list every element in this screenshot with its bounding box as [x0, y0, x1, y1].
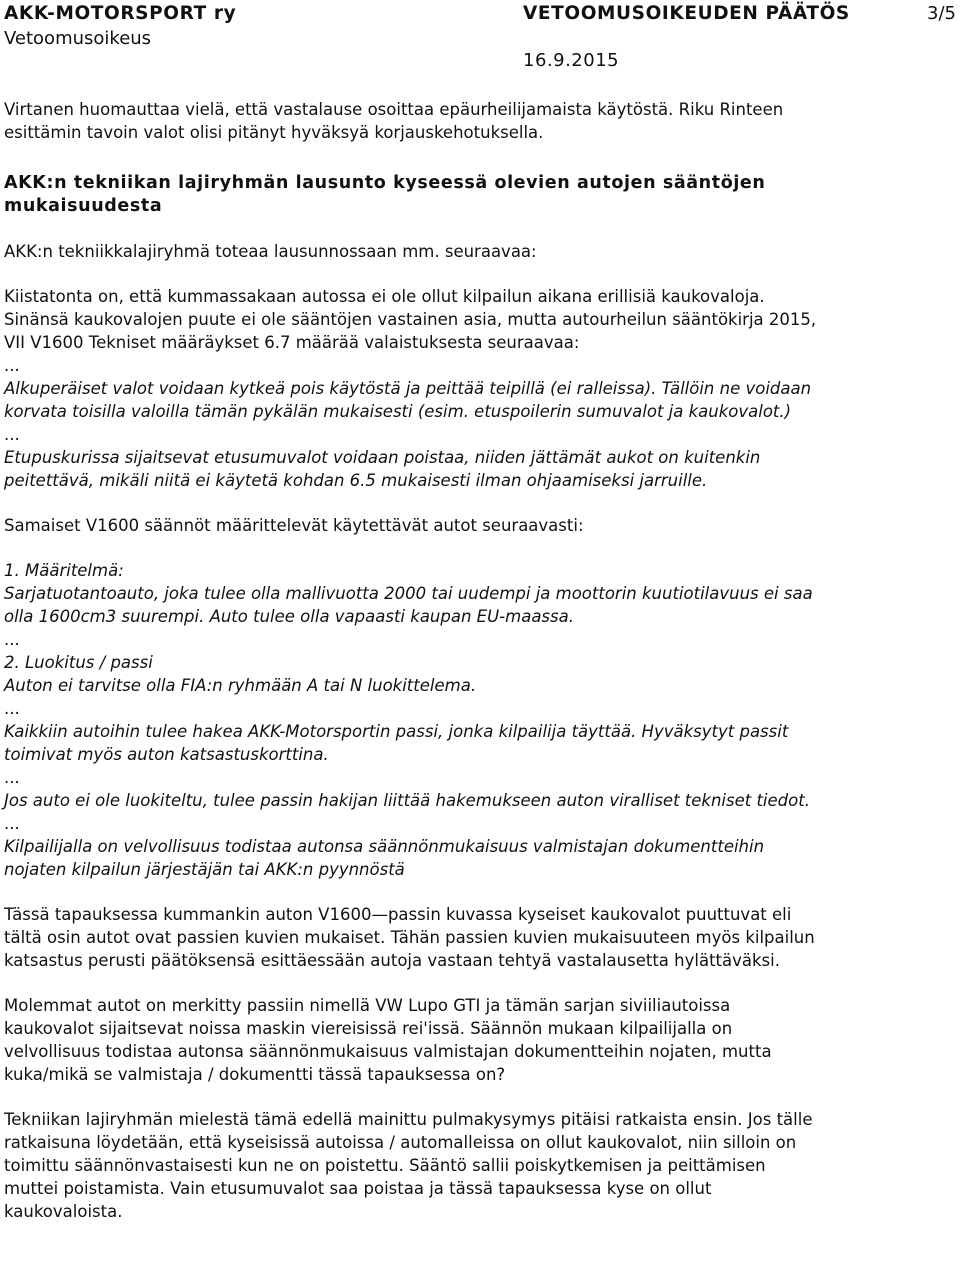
section-heading: mukaisuudesta [4, 196, 163, 216]
paragraph-line: muttei poistamista. Vain etusumuvalot saa poistaa ja tässä tapauksessa kyse on ollut [4, 1179, 712, 1198]
paragraph-line: Tässä tapauksessa kummankin auton V1600—passin kuvassa kyseiset kaukovalot puuttuvat eli [4, 905, 792, 924]
page-number: 3/5 [927, 3, 956, 24]
document-body [4, 98, 956, 1223]
paragraph-line: Molemmat autot on merkitty passiin nimellä VW Lupo GTI ja tämän sarjan siviiliautoissa [4, 996, 731, 1015]
paragraph-line: tältä osin autot ovat passien kuvien mukaiset. Tähän passien kuvien mukaisuuteen myös kilpailun [4, 928, 815, 947]
quote-line: Kaikkiin autoihin tulee hakea AKK-Motorsportin passi, jonka kilpailija täyttää. Hyväksytyt passit [4, 722, 789, 741]
quote-line: toimivat myös auton katsastuskorttina. [4, 745, 329, 764]
ellipsis: ... [4, 768, 20, 787]
paragraph-line: AKK:n tekniikkalajiryhmä toteaa lausunnossaan mm. seuraavaa: [4, 242, 537, 261]
paragraph-line: velvollisuus todistaa autonsa säännönmukaisuus valmistajan dokumentteihin nojaten, mutta [4, 1042, 772, 1061]
paragraph-line: kaukovaloista. [4, 1202, 123, 1221]
paragraph-line: Tekniikan lajiryhmän mielestä tämä edellä mainittu pulmakysymys pitäisi ratkaista ensin. Jos tälle [4, 1110, 813, 1129]
quote-line: Alkuperäiset valot voidaan kytkeä pois käytöstä ja peittää teipillä (ei ralleissa). Tällöin ne voidaan [4, 379, 812, 398]
page-header [4, 2, 956, 28]
paragraph-line: kuka/mikä se valmistaja / dokumentti tässä tapauksessa on? [4, 1065, 506, 1084]
paragraph-line: esittämin tavoin valot olisi pitänyt hyväksyä korjauskehotuksella. [4, 123, 544, 142]
quote-line: korvata toisilla valoilla tämän pykälän mukaisesti (esim. etuspoilerin sumuvalot ja kaukovalot.) [4, 402, 792, 421]
quote-line: olla 1600cm3 suurempi. Auto tulee olla vapaasti kaupan EU-maassa. [4, 607, 574, 626]
quote-line: peitettävä, mikäli niitä ei käytetä kohdan 6.5 mukaisesti ilman ohjaamiseksi jarruille. [4, 471, 708, 490]
document-date: 16.9.2015 [523, 50, 620, 71]
paragraph-line: Sinänsä kaukovalojen puute ei ole sääntöjen vastainen asia, mutta autourheilun sääntökirja 2015, [4, 310, 817, 329]
paragraph-line: VII V1600 Tekniset määräykset 6.7 määrää valaistuksesta seuraavaa: [4, 333, 580, 352]
paragraph-line: katsastus perusti päätöksensä esittäessään autoja vastaan tehtyä vastalausetta hylättäväksi. [4, 951, 780, 970]
paragraph-line: toimittu säännönvastaisesti kun ne on poistettu. Sääntö sallii poiskytkemisen ja peittämisen [4, 1156, 766, 1175]
paragraph-line: ratkaisuna löydetään, että kyseisissä autoissa / automalleissa on ollut kaukovalot, niin silloin on [4, 1133, 797, 1152]
paragraph-line: kaukovalot sijaitsevat noissa maskin viereisissä rei'issä. Säännön mukaan kilpailijalla on [4, 1019, 733, 1038]
quote-line: Etupuskurissa sijaitsevat etusumuvalot voidaan poistaa, niiden jättämät aukot on kuitenkin [4, 448, 761, 467]
document-title: VETOOMUSOIKEUDEN PÄÄTÖS [523, 3, 850, 24]
rule-title: 1. Määritelmä: [4, 561, 124, 580]
rule-title: 2. Luokitus / passi [4, 653, 153, 672]
quote-line: Kilpailijalla on velvollisuus todistaa autonsa säännönmukaisuus valmistajan dokumentteihin [4, 837, 765, 856]
quote-line: Jos auto ei ole luokiteltu, tulee passin hakijan liittää hakemukseen auton viralliset tekniset tiedot. [4, 791, 810, 810]
quote-line: Sarjatuotantoauto, joka tulee olla mallivuotta 2000 tai uudempi ja moottorin kuutiotilavuus ei saa [4, 584, 813, 603]
paragraph-line: Virtanen huomauttaa vielä, että vastalause osoittaa epäurheilijamaista käytöstä. Riku Rinteen [4, 100, 784, 119]
document-subtitle: Vetoomusoikeus [4, 28, 152, 49]
paragraph-line: Samaiset V1600 säännöt määrittelevät käytettävät autot seuraavasti: [4, 516, 584, 535]
quote-line: Auton ei tarvitse olla FIA:n ryhmään A tai N luokittelema. [4, 676, 477, 695]
ellipsis: ... [4, 699, 20, 718]
section-heading: AKK:n tekniikan lajiryhmän lausunto kyseessä olevien autojen sääntöjen [4, 173, 766, 193]
ellipsis: ... [4, 356, 20, 375]
ellipsis: ... [4, 630, 20, 649]
quote-line: nojaten kilpailun järjestäjän tai AKK:n pyynnöstä [4, 860, 405, 879]
ellipsis: ... [4, 814, 20, 833]
organization-name: AKK-MOTORSPORT ry [4, 3, 237, 24]
ellipsis: ... [4, 425, 20, 444]
paragraph-line: Kiistatonta on, että kummassakaan autossa ei ole ollut kilpailun aikana erillisiä kaukovaloja. [4, 287, 765, 306]
